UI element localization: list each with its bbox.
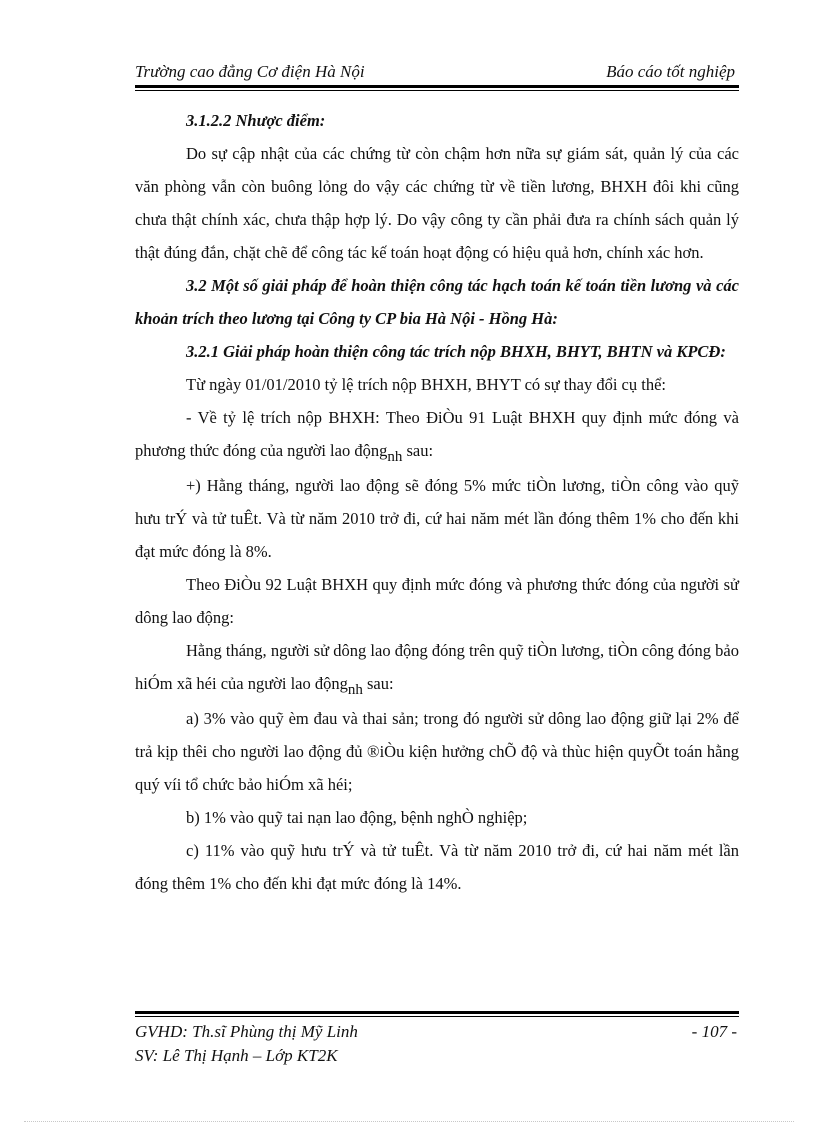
paragraph-bhxh-rate (135, 401, 739, 469)
item-a: a) 3% vào quỹ èm đau và thai sản; trong đó người sử dông lao động giữ lại 2% để trả kịp thêi cho người lao động đủ ®iÒu kiện hưởng chÕ độ và thùc hiện quyÕt toán hằng quý víi tổ chức bảo hiÓm xã héi; (135, 709, 739, 794)
page-body (135, 104, 739, 900)
footer-rule-thin (135, 1016, 739, 1017)
paragraph-bhxh-rate-end: sau: (402, 441, 434, 460)
page-header (135, 60, 739, 84)
subscript-nh: nh (387, 449, 403, 465)
paragraph-bhxh-rate-text: - Về tỷ lệ trích nộp BHXH: Theo ĐiÒu 91 Luật BHXH quy định mức đóng và phương thức đóng của người lao động (135, 408, 739, 460)
footer-student: SV: Lê Thị Hạnh – Lớp KT2K (135, 1046, 338, 1065)
header-rule-thin (135, 90, 739, 91)
item-b: b) 1% vào quỹ tai nạn lao động, bệnh nghÒ nghiệp; (186, 808, 528, 827)
footer-supervisor: GVHD: Th.sĩ Phùng thị Mỹ Linh (135, 1022, 358, 1041)
paragraph-rate-change: Từ ngày 01/01/2010 tỷ lệ trích nộp BHXH, BHYT có sự thay đổi cụ thể: (186, 375, 666, 394)
paragraph-employee-contribution: +) Hằng tháng, người lao động sẽ đóng 5% mức tiÒn lương, tiÒn công vào quỹ hưu trÝ và tử tuÊt. Và từ năm 2010 trở đi, cứ hai năm mét lần đóng thêm 1% cho đến khi đạt mức đóng là 8%. (135, 476, 739, 561)
page-number: - 107 - (691, 1022, 737, 1041)
heading-3-2-1: 3.2.1 Giải pháp hoàn thiện công tác trích nộp BHXH, BHYT, BHTN và KPCĐ: (186, 342, 726, 361)
header-school-name: Trường cao đẳng Cơ điện Hà Nội (135, 62, 365, 81)
heading-3-2: 3.2 Một số giải pháp để hoàn thiện công tác hạch toán kế toán tiền lương và các khoản trích theo lương tại Công ty CP bia Hà Nội - Hồng Hà: (135, 276, 739, 328)
page-edge-dotted-line (24, 1121, 794, 1122)
page-footer (135, 1020, 739, 1068)
paragraph-limitations: Do sự cập nhật của các chứng từ còn chậm hơn nữa sự giám sát, quản lý của các văn phòng vẫn còn buông lỏng do vậy các chứng từ về tiền lương, BHXH đôi khi cũng chưa thật chính xác, chưa thập hợp lý. Do vậy công ty cần phải đưa ra chính sách quản lý thật đúng đắn, chặt chẽ để công tác kế toán hoạt động có hiệu quả hơn, chính xác hơn. (135, 144, 739, 262)
paragraph-employer-contribution (135, 634, 739, 702)
footer-rule-thick (135, 1011, 739, 1014)
header-rule-thick (135, 85, 739, 88)
heading-3-1-2-2: 3.1.2.2 Nhược điểm: (186, 111, 326, 130)
paragraph-employer-end: sau: (362, 674, 394, 693)
paragraph-article-92: Theo ĐiÒu 92 Luật BHXH quy định mức đóng và phương thức đóng của người sử dông lao động: (135, 575, 739, 627)
header-report-title: Báo cáo tốt nghiệp (606, 62, 735, 81)
item-c: c) 11% vào quỹ hưu trÝ và tử tuÊt. Và từ năm 2010 trở đi, cứ hai năm mét lần đóng thêm 1% cho đến khi đạt mức đóng là 14%. (135, 841, 739, 893)
paragraph-employer-text: Hằng tháng, người sử dông lao động đóng trên quỹ tiÒn lương, tiÒn công đóng bảo hiÓm xã héi của người lao động (135, 641, 739, 693)
subscript-nh-2: nh (347, 682, 363, 698)
